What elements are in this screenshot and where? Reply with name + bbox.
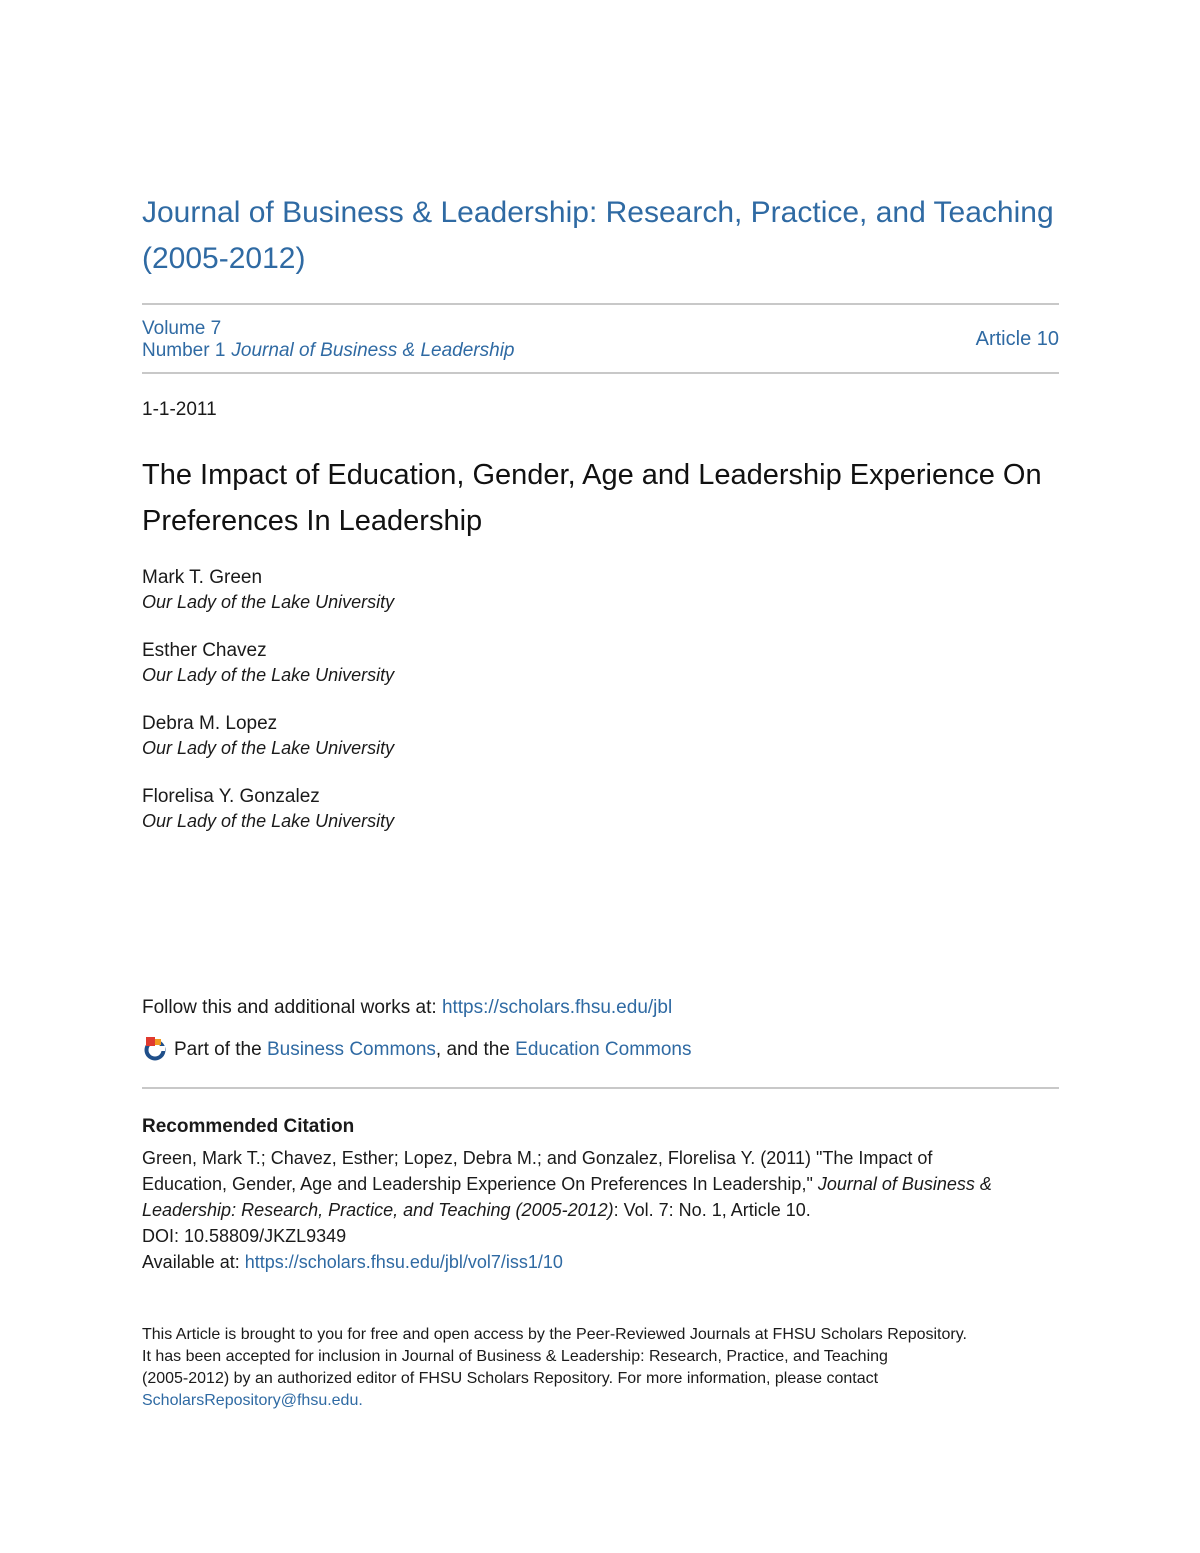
part-of-prefix: Part of the <box>174 1039 267 1060</box>
issue-info <box>142 318 1059 364</box>
part-of-middle: , and the <box>435 1039 516 1060</box>
author-name: Esther Chavez <box>142 640 267 661</box>
follow-url-link[interactable]: https://scholars.fhsu.edu/jbl <box>441 997 673 1018</box>
divider-top <box>142 303 1059 305</box>
repository-note-line: (2005-2012) by an authorized editor of FHSU Scholars Repository. For more information, please contact <box>142 1370 879 1387</box>
author-affiliation: Our Lady of the Lake University <box>142 811 395 831</box>
author-affiliation: Our Lady of the Lake University <box>142 665 395 685</box>
repository-note-line: This Article is brought to you for free and open access by the Peer-Reviewed Journals at FHSU Scholars Repository. <box>142 1326 967 1343</box>
divider-issue <box>142 372 1059 374</box>
citation-available <box>142 1249 1059 1275</box>
citation-doi: DOI: 10.58809/JKZL9349 <box>142 1226 347 1246</box>
publication-date: 1-1-2011 <box>142 399 217 420</box>
number-link[interactable]: Number 1 <box>142 340 226 361</box>
author-entry <box>142 639 1059 712</box>
journal-title-text: Journal of Business & Leadership: Research, Practice, and Teaching (2005-2012) <box>142 196 1054 275</box>
journal-title[interactable] <box>142 190 1059 282</box>
volume-link[interactable]: Volume 7 <box>142 318 222 339</box>
divider-citation <box>142 1087 1059 1089</box>
citation-line <box>142 1171 1059 1197</box>
author-name: Mark T. Green <box>142 567 263 588</box>
citation-text: : Vol. 7: No. 1, Article 10. <box>613 1200 811 1220</box>
journal-short-link[interactable]: Journal of Business & Leadership <box>231 340 515 361</box>
author-affiliation: Our Lady of the Lake University <box>142 592 395 612</box>
author-entry <box>142 566 1059 639</box>
author-entry <box>142 712 1059 785</box>
repository-note-line: It has been accepted for inclusion in Journal of Business & Leadership: Research, Practice, and Teaching <box>142 1348 888 1365</box>
citation-line: Green, Mark T.; Chavez, Esther; Lopez, Debra M.; and Gonzalez, Florelisa Y. (2011) "The Impact of <box>142 1148 933 1168</box>
repository-note <box>142 1324 1059 1412</box>
business-commons-link[interactable]: Business Commons <box>266 1039 436 1060</box>
author-entry <box>142 785 1059 858</box>
author-name: Florelisa Y. Gonzalez <box>142 786 320 807</box>
citation-heading: Recommended Citation <box>142 1116 355 1137</box>
citation-text: Education, Gender, Age and Leadership Experience On Preferences In Leadership," <box>142 1174 818 1194</box>
author-name: Debra M. Lopez <box>142 713 278 734</box>
network-commons-icon <box>142 1035 168 1061</box>
author-list <box>142 566 1059 858</box>
follow-prefix: Follow this and additional works at: <box>142 997 442 1018</box>
author-affiliation: Our Lady of the Lake University <box>142 738 395 758</box>
citation-line <box>142 1197 1059 1223</box>
part-of-line <box>142 1035 692 1065</box>
education-commons-link[interactable]: Education Commons <box>515 1039 692 1060</box>
contact-email-link[interactable]: ScholarsRepository@fhsu.edu. <box>142 1392 363 1409</box>
follow-line <box>142 997 672 1019</box>
citation-body <box>142 1145 1059 1275</box>
article-url-link[interactable]: https://scholars.fhsu.edu/jbl/vol7/iss1/10 <box>244 1252 563 1272</box>
article-title: The Impact of Education, Gender, Age and Leadership Experience On Preferences In Leadership <box>142 459 1042 537</box>
article-number-link[interactable]: Article 10 <box>975 328 1059 350</box>
available-prefix: Available at: <box>142 1252 245 1272</box>
citation-journal-italic: Leadership: Research, Practice, and Teaching (2005-2012) <box>142 1200 614 1220</box>
citation-journal-italic: Journal of Business & <box>817 1174 992 1194</box>
